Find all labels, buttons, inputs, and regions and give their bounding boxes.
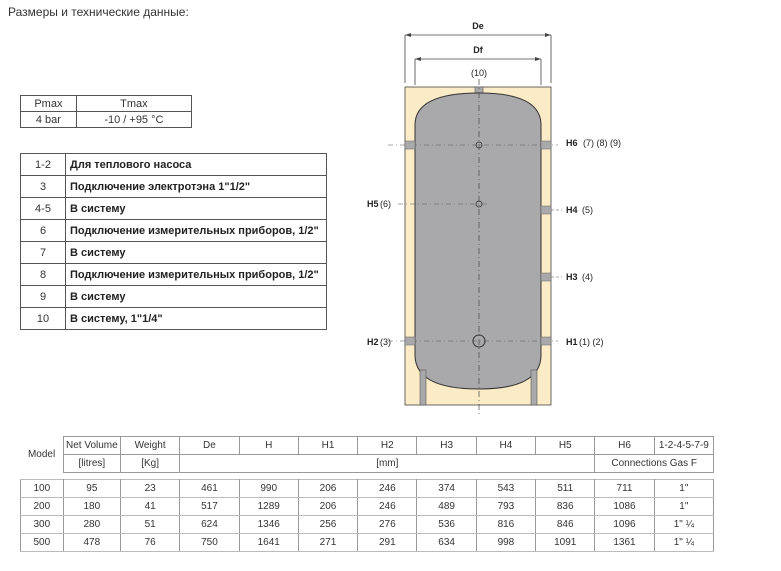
connection-id: 10 bbox=[21, 308, 66, 330]
table-cell: 478 bbox=[63, 534, 120, 552]
table-cell: 1091 bbox=[536, 534, 595, 552]
table-cell: 500 bbox=[21, 534, 64, 552]
h5-label: H5 bbox=[367, 199, 379, 209]
table-cell: 276 bbox=[358, 516, 417, 534]
connection-row bbox=[21, 264, 327, 286]
h4-sub-label: (5) bbox=[582, 205, 593, 215]
pmax-header: Pmax bbox=[21, 96, 77, 112]
h3-label: H3 bbox=[566, 272, 578, 282]
table-cell: 750 bbox=[180, 534, 239, 552]
h4-label: H4 bbox=[566, 205, 578, 215]
connection-row bbox=[21, 154, 327, 176]
table-cell: 1" bbox=[654, 498, 713, 516]
table-cell: 1" ¼ bbox=[654, 534, 713, 552]
connection-text: В систему bbox=[66, 198, 327, 220]
h1-sub-label: (1) (2) bbox=[579, 337, 604, 347]
connection-text: В систему, 1"1/4" bbox=[66, 308, 327, 330]
de-header: De bbox=[180, 437, 239, 455]
table-cell: 246 bbox=[358, 498, 417, 516]
h1-label: H1 bbox=[566, 337, 578, 347]
connection-row bbox=[21, 242, 327, 264]
connection-id: 3 bbox=[21, 176, 66, 198]
h3-header: H3 bbox=[417, 437, 476, 455]
tmax-value: -10 / +95 °C bbox=[76, 112, 191, 128]
h2-label: H2 bbox=[367, 337, 379, 347]
table-cell: 280 bbox=[63, 516, 120, 534]
connection-text: Подключение измерительных приборов, 1/2" bbox=[66, 220, 327, 242]
units-row bbox=[21, 455, 714, 473]
h2-header: H2 bbox=[358, 437, 417, 455]
table-cell: 489 bbox=[417, 498, 476, 516]
table-cell: 846 bbox=[536, 516, 595, 534]
table-cell: 271 bbox=[298, 534, 357, 552]
table-cell: 41 bbox=[120, 498, 179, 516]
table-cell: 256 bbox=[298, 516, 357, 534]
table-cell: 543 bbox=[476, 480, 535, 498]
connection-id: 9 bbox=[21, 286, 66, 308]
connections-table bbox=[20, 153, 327, 330]
pmax-value: 4 bar bbox=[21, 112, 77, 128]
table-cell: 23 bbox=[120, 480, 179, 498]
table-cell: 206 bbox=[298, 480, 357, 498]
technical-data-table bbox=[20, 436, 714, 552]
table-cell: 461 bbox=[180, 480, 239, 498]
table-cell: 200 bbox=[21, 498, 64, 516]
page-heading: Размеры и технические данные: bbox=[8, 5, 189, 19]
table-cell: 51 bbox=[120, 516, 179, 534]
connection-text: Для теплового насоса bbox=[66, 154, 327, 176]
tank-body bbox=[415, 93, 541, 389]
table-cell: 511 bbox=[536, 480, 595, 498]
table-cell: 990 bbox=[239, 480, 298, 498]
h6-header: H6 bbox=[595, 437, 654, 455]
table-cell: 1" ¼ bbox=[654, 516, 713, 534]
pressure-temperature-table bbox=[20, 95, 192, 128]
tank-leg bbox=[420, 370, 426, 405]
connection-id: 8 bbox=[21, 264, 66, 286]
table-cell: 998 bbox=[476, 534, 535, 552]
table-cell: 1086 bbox=[595, 498, 654, 516]
connection-row bbox=[21, 220, 327, 242]
connection-id: 6 bbox=[21, 220, 66, 242]
table-cell: 300 bbox=[21, 516, 64, 534]
model-header: Model bbox=[21, 437, 64, 473]
connections-header: 1-2-4-5-7-9 bbox=[654, 437, 713, 455]
table-cell: 1361 bbox=[595, 534, 654, 552]
gas-unit: Connections Gas F bbox=[595, 455, 714, 473]
tank-diagram bbox=[358, 15, 638, 425]
table-row bbox=[21, 498, 714, 516]
connection-row bbox=[21, 286, 327, 308]
table-row bbox=[21, 516, 714, 534]
connection-row bbox=[21, 176, 327, 198]
table-cell: 180 bbox=[63, 498, 120, 516]
table-cell: 76 bbox=[120, 534, 179, 552]
connection-row bbox=[21, 198, 327, 220]
table-cell: 816 bbox=[476, 516, 535, 534]
h2-sub-label: (3) bbox=[380, 337, 391, 347]
h6-sub-label: (7) (8) (9) bbox=[583, 138, 621, 148]
h3-sub-label: (4) bbox=[582, 272, 593, 282]
h5-sub-label: (6) bbox=[380, 199, 391, 209]
mm-unit: [mm] bbox=[180, 455, 595, 473]
h-header: H bbox=[239, 437, 298, 455]
table-cell: 536 bbox=[417, 516, 476, 534]
volume-unit: [litres] bbox=[63, 455, 120, 473]
h5-header: H5 bbox=[536, 437, 595, 455]
connection-text: Подключение измерительных приборов, 1/2" bbox=[66, 264, 327, 286]
table-cell: 95 bbox=[63, 480, 120, 498]
connection-id: 4-5 bbox=[21, 198, 66, 220]
table-cell: 1641 bbox=[239, 534, 298, 552]
table-cell: 1289 bbox=[239, 498, 298, 516]
table-cell: 1096 bbox=[595, 516, 654, 534]
volume-header: Net Volume bbox=[63, 437, 120, 455]
connection-id: 1-2 bbox=[21, 154, 66, 176]
table-cell: 1" bbox=[654, 480, 713, 498]
top-connection-label: (10) bbox=[470, 68, 488, 78]
table-cell: 793 bbox=[476, 498, 535, 516]
table-cell: 291 bbox=[358, 534, 417, 552]
connection-id: 7 bbox=[21, 242, 66, 264]
h1-header: H1 bbox=[298, 437, 357, 455]
table-cell: 634 bbox=[417, 534, 476, 552]
table-cell: 711 bbox=[595, 480, 654, 498]
connection-row bbox=[21, 308, 327, 330]
tmax-header: Tmax bbox=[76, 96, 191, 112]
table-cell: 206 bbox=[298, 498, 357, 516]
weight-header: Weight bbox=[120, 437, 179, 455]
header-row bbox=[21, 437, 714, 455]
h6-label: H6 bbox=[566, 138, 578, 148]
table-cell: 374 bbox=[417, 480, 476, 498]
table-cell: 836 bbox=[536, 498, 595, 516]
table-cell: 624 bbox=[180, 516, 239, 534]
df-label: Df bbox=[473, 45, 483, 55]
table-cell: 100 bbox=[21, 480, 64, 498]
table-cell: 246 bbox=[358, 480, 417, 498]
de-label: De bbox=[472, 21, 484, 31]
connection-text: Подключение электротэна 1"1/2" bbox=[66, 176, 327, 198]
table-row bbox=[21, 534, 714, 552]
table-row bbox=[21, 480, 714, 498]
table-cell: 517 bbox=[180, 498, 239, 516]
table-cell: 1346 bbox=[239, 516, 298, 534]
h4-header: H4 bbox=[476, 437, 535, 455]
connection-text: В систему bbox=[66, 242, 327, 264]
connection-text: В систему bbox=[66, 286, 327, 308]
tank-leg bbox=[531, 370, 537, 405]
weight-unit: [Kg] bbox=[120, 455, 179, 473]
